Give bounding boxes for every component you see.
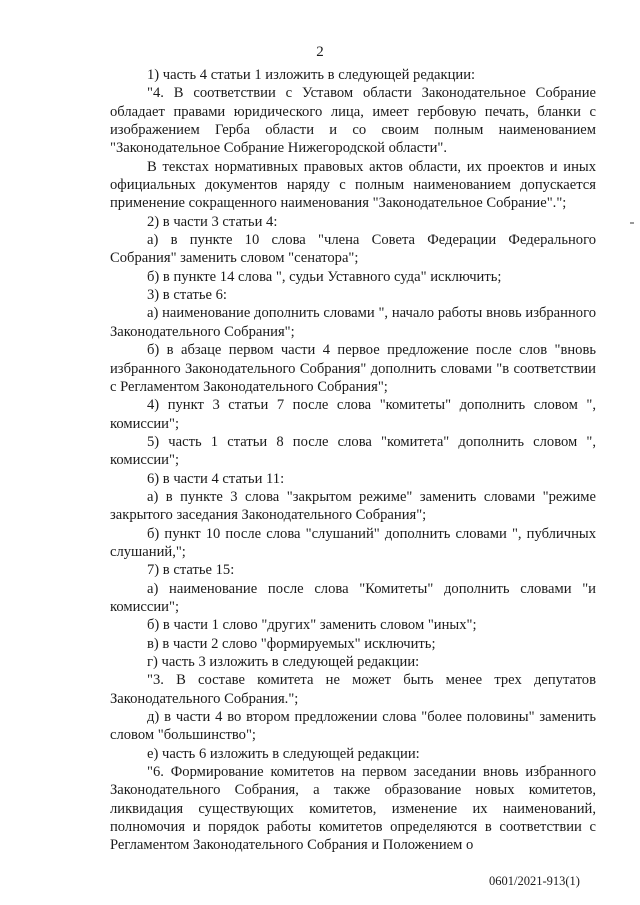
scan-edge-mark <box>630 222 634 224</box>
paragraph: "6. Формирование комитетов на первом заседании вновь избранного Законодательного Собрания, а также образование новых комитетов, ликвидация существующих комитетов, изменение их наименований, полномочия и порядок работы комитетов определяются в соответствии с Регламентом Законодательного Собрания и Положением о <box>110 764 596 854</box>
paragraph: б) в абзаце первом части 4 первое предложение после слов "вновь избранного Законодательного Собрания" дополнить словами "в соответствии с Регламентом Законодательного Собрания"; <box>110 342 596 395</box>
document-body <box>110 66 596 855</box>
paragraph: "3. В составе комитета не может быть менее трех депутатов Законодательного Собрания."; <box>110 672 596 707</box>
paragraph: В текстах нормативных правовых актов области, их проектов и иных официальных документов наряду с полным наименованием допускается применение сокращенного наименования "Законодательное Собрание"."; <box>110 158 596 212</box>
paragraph: а) наименование после слова "Комитеты" дополнить словами "и комиссии"; <box>110 580 596 615</box>
paragraph: б) в части 1 слово "других" заменить словом "иных"; <box>147 617 477 634</box>
page-number: 2 <box>316 44 324 60</box>
paragraph: 7) в статье 15: <box>147 562 235 579</box>
paragraph: 2) в части 3 статьи 4: <box>147 213 278 230</box>
paragraph: а) в пункте 10 слова "члена Совета Федерации Федерального Собрания" заменить словом "сенатора"; <box>110 232 596 267</box>
paragraph: а) наименование дополнить словами ", начало работы вновь избранного Законодательного Собрания"; <box>110 305 596 340</box>
paragraph: в) в части 2 слово "формируемых" исключить; <box>147 635 436 652</box>
paragraph: "4. В соответствии с Уставом области Законодательное Собрание обладает правами юридического лица, имеет гербовую печать, бланки с изображением Герба области и со своим полным наименованием "Законодательное Собрание Нижегородской области". <box>110 85 596 157</box>
paragraph: 6) в части 4 статьи 11: <box>147 470 285 487</box>
paragraph: 3) в статье 6: <box>147 287 227 304</box>
paragraph: г) часть 3 изложить в следующей редакции: <box>147 654 420 670</box>
paragraph: д) в части 4 во втором предложении слова "более половины" заменить словом "большинство"; <box>110 709 596 744</box>
document-code: 0601/2021-913(1) <box>489 874 580 888</box>
paragraph: а) в пункте 3 слова "закрытом режиме" заменить словами "режиме закрытого заседания Законодательного Собрания"; <box>110 488 596 524</box>
paragraph: б) пункт 10 после слова "слушаний" дополнить словами ", публичных слушаний,"; <box>110 525 596 560</box>
paragraph: 5) часть 1 статьи 8 после слова "комитета" дополнить словом ", комиссии"; <box>110 433 596 469</box>
paragraph: е) часть 6 изложить в следующей редакции: <box>147 745 420 762</box>
paragraph: 1) часть 4 статьи 1 изложить в следующей редакции: <box>147 67 476 83</box>
paragraph: 4) пункт 3 статьи 7 после слова "комитеты" дополнить словом ", комиссии"; <box>110 397 596 432</box>
paragraph: б) в пункте 14 слова ", судьи Уставного суда" исключить; <box>147 268 502 285</box>
